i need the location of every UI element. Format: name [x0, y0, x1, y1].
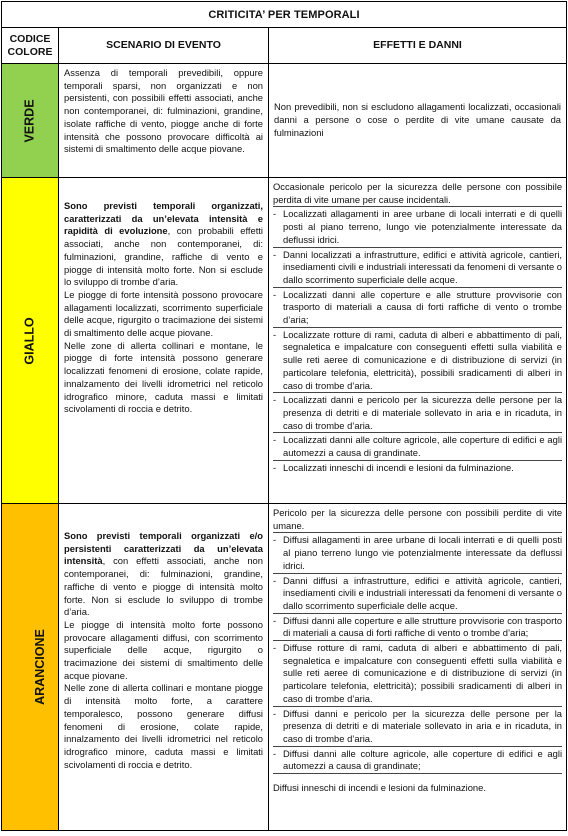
code-arancione — [2, 504, 59, 831]
code-giallo — [2, 178, 59, 504]
effects-arancione-item: - Diffusi danni e pericolo per la sicurezza delle persone per la presenza di detriti e di materiale sollevato in aria e in ricaduta, in caso di trombe d’aria. — [273, 707, 563, 744]
effects-verde-text: Non prevedibili, non si escludono allagamenti localizzati, occasionali danni a persone o cose o perdite di vite umane causate da fulminazioni — [274, 101, 562, 138]
effects-arancione-item: - Diffusi danni alle colture agricole, alle coperture di edifici e agli automezzi a causa di grandinate; — [273, 747, 563, 772]
effects-arancione-item: - Diffusi allagamenti in aree urbane di locali interrati e di quelli posti al piano terreno lungo vie potenzialmente interessate da deflussi idrici. — [273, 534, 563, 571]
code-arancione-label: ARANCIONE — [32, 629, 47, 705]
scenario-giallo-rest: , con probabili effetti associati, anche non contemporanei, di: fulminazioni, grandine, raffiche di vento e piogge di intensità molto forte. Non si esclude lo sviluppo di trombe d’aria. — [64, 225, 263, 288]
effects-giallo-item: - Localizzati danni e pericolo per la sicurezza delle persone per la presenza di detriti e di materiale sollevato in aria e in ricaduta, in caso di trombe d’aria. — [273, 394, 563, 431]
header-scenario: SCENARIO DI EVENTO — [59, 28, 269, 64]
scenario-giallo-p2: Le piogge di forte intensità possono provocare allagamenti localizzati, scorrimento superficiale delle acque, rigurgito o tracimazione dei sistemi di smaltimento delle acque piovane. — [64, 288, 263, 339]
effects-arancione-last: Diffusi inneschi di incendi e lesioni da fulminazione. — [273, 773, 562, 795]
scenario-verde-text: Assenza di temporali prevedibili, oppure temporali sparsi, non organizzati e non persistenti, con possibili effetti associati, anche non contemporanei, di: fulminazioni, grandine, isolate raffiche di vento, piogge anche di forte intensità che possono provocare difficoltà ai sistemi di smaltimento delle acque piovane. — [64, 67, 263, 155]
code-verde — [2, 64, 59, 178]
scenario-giallo-bold: Sono previsti temporali organizzati, caratterizzati da un’elevata intensità e rapidità di evoluzione — [64, 200, 263, 237]
scenario-giallo — [59, 178, 269, 504]
effects-giallo-item: - Danni localizzati a infrastrutture, edifici e attività agricole, cantieri, insediamenti civili e industriali interessati da fenomeni di versante o dallo scorrimento superficiale delle acque. — [273, 248, 563, 285]
effects-giallo-item: - Localizzati inneschi di incendi e lesioni da fulminazione. — [273, 460, 562, 475]
row-giallo — [2, 178, 567, 504]
effects-giallo-item: - Localizzati danni alle colture agricole, alle coperture di edifici e agli automezzi a causa di grandinate. — [273, 434, 563, 459]
table-title: CRITICITA’ PER TEMPORALI — [2, 2, 567, 28]
criticita-table — [1, 1, 567, 831]
scenario-arancione-p2: Le piogge di intensità molto forte possono provocare allagamenti diffusi, con scorrimento superficiale delle acque, rigurgito o tracimazione dei sistemi di smaltimento delle acque piovane. — [64, 618, 263, 681]
effects-giallo — [269, 178, 567, 504]
code-giallo-label: GIALLO — [23, 316, 37, 365]
effects-arancione-intro: Pericolo per la sicurezza delle persone con possibili perdite di vite umane. — [273, 507, 563, 531]
title-row — [2, 2, 567, 28]
effects-arancione-item: - Danni diffusi a infrastrutture, edifici e attività agricole, cantieri, insediamenti civili e industriali interessati da fenomeni di versante o dallo scorrimento superficiale delle acque. — [273, 574, 563, 611]
header-code-colore: CODICE COLORE — [2, 28, 59, 64]
scenario-giallo-p3: Nelle zone di allerta collinari e montane, le piogge di forte intensità possono generare localizzati fenomeni di erosione, colate rapide, innalzamento dei livelli idrometrici nel reticolo idrografico minore, caduta massi e limitati scivolamenti di roccia e detrito. — [64, 339, 263, 415]
scenario-giallo-p1 — [64, 200, 263, 289]
effects-giallo-item: - Localizzate rotture di rami, caduta di alberi e abbattimento di pali, segnaletica e impalcature con conseguenti effetti sulla viabilità e sulle reti aeree di comunicazione e di distribuzione di servizi (in particolare telefonia, elettricità), possibili sradicamenti di alberi in caso di trombe d’aria. — [273, 328, 563, 391]
scenario-arancione-p3: Nelle zone di allerta collinari e montane piogge di intensità molto forte, a carattere temporalesco, possono generare diffusi fenomeni di erosione, colate rapide, innalzamento dei livelli idrometrici nel reticolo idrografico minore, caduta massi e limitati scivolamenti di roccia e detrito. — [64, 682, 263, 770]
effects-giallo-item: - Localizzati danni alle coperture e alle strutture provvisorie con trasporto di materiali a causa di forti raffiche di vento o trombe d’aria; — [273, 288, 563, 326]
code-verde-label: VERDE — [22, 98, 37, 143]
criticita-temporali-page — [1, 1, 567, 834]
scenario-arancione-bold: Sono previsti temporali organizzati e/o persistenti caratterizzati da un’elevata intensità — [64, 530, 263, 567]
scenario-verde — [59, 64, 269, 178]
effects-arancione-item: - Diffusi danni alle coperture e alle strutture provvisorie con trasporto di materiali a causa di forti raffiche di vento o trombe d’aria; — [273, 614, 563, 639]
scenario-arancione — [59, 504, 269, 831]
effects-arancione — [269, 504, 567, 831]
scenario-arancione-rest: , con effetti associati, anche non contemporanei, di: fulminazioni, grandine, raffiche di vento e piogge di intensità molto forte. Non si esclude lo sviluppo di trombe d’aria. — [64, 555, 263, 618]
header-effetti: EFFETTI E DANNI — [269, 28, 567, 64]
row-verde — [2, 64, 567, 178]
header-row — [2, 28, 567, 64]
row-arancione — [2, 504, 567, 831]
scenario-arancione-p1 — [64, 530, 263, 619]
effects-giallo-intro: Occasionale pericolo per la sicurezza delle persone con possibile perdita di vite umane per cause incidentali. — [273, 181, 563, 205]
effects-arancione-item: - Diffuse rotture di rami, caduta di alberi e abbattimento di pali, segnaletica e impalcature con conseguenti effetti sulla viabilità e sulle reti aeree di comunicazione e di distribuzione di servizi (in particolare telefonia, elettricità); possibili sradicamenti di alberi in caso di trombe d’aria. — [273, 642, 563, 704]
effects-verde — [269, 64, 567, 178]
effects-giallo-item: - Localizzati allagamenti in aree urbane di locali interrati e di quelli posti al piano terreno, lungo vie potenzialmente interessate da deflussi idrici. — [273, 208, 563, 245]
